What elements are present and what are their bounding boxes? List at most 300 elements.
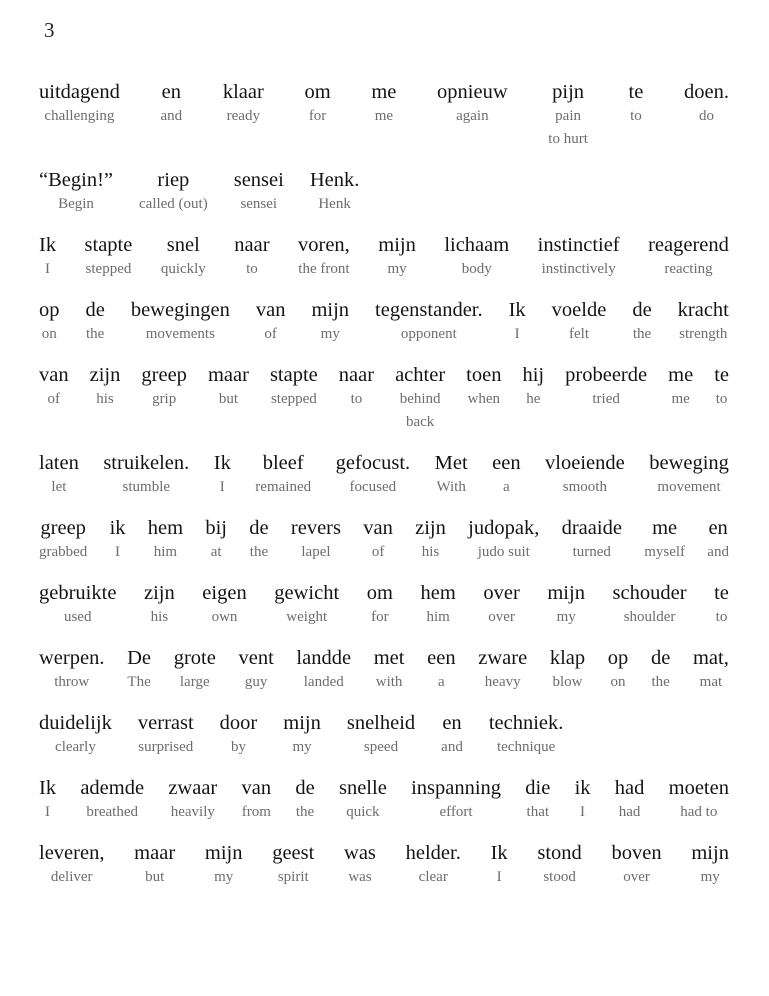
word-pair: [538, 233, 620, 281]
source-word: moeten: [668, 777, 729, 799]
word-pair: [371, 80, 396, 128]
gloss-word: on: [610, 674, 626, 690]
gloss-word: deliver: [50, 869, 93, 885]
word-pair: [367, 581, 393, 629]
gloss-word: him: [153, 544, 178, 560]
gloss-word: surprised: [138, 739, 194, 755]
word-pair: [651, 646, 670, 694]
gloss-line: [39, 80, 729, 151]
source-word: van: [39, 364, 69, 386]
source-word: mat,: [692, 647, 729, 669]
source-word: draaide: [561, 517, 622, 539]
word-pair: [39, 776, 56, 824]
source-word: “Begin!”: [39, 169, 113, 191]
word-pair: [466, 363, 501, 411]
gloss-word: landed: [303, 674, 344, 690]
word-pair: [141, 363, 187, 411]
source-word: hem: [147, 517, 184, 539]
word-pair: [492, 451, 520, 499]
source-word: die: [525, 777, 551, 799]
word-pair: [415, 516, 446, 564]
word-pair: [395, 363, 445, 434]
source-word: te: [714, 364, 729, 386]
word-pair: [39, 80, 120, 128]
source-word: greep: [141, 364, 187, 386]
word-pair: [522, 363, 544, 411]
gloss-word: the: [295, 804, 315, 820]
gloss-word: of: [264, 326, 277, 342]
source-word: me: [652, 517, 678, 539]
source-word: maar: [134, 842, 176, 864]
gloss-word: movement: [657, 479, 721, 495]
word-pair: [283, 711, 321, 759]
gloss-word: was: [348, 869, 372, 885]
source-word: stond: [537, 842, 582, 864]
gloss-word: that: [526, 804, 550, 820]
word-pair: [270, 363, 318, 411]
source-word: bij: [205, 517, 228, 539]
word-pair: [138, 711, 194, 759]
source-word: klaar: [222, 81, 264, 103]
word-pair: [256, 298, 286, 346]
word-pair: [291, 516, 341, 564]
gloss-word: body: [461, 261, 492, 277]
source-word: de: [295, 777, 315, 799]
word-pair: [612, 841, 662, 889]
gloss-word: I: [115, 544, 121, 560]
gloss-word: myself: [644, 544, 686, 560]
word-pair: [347, 711, 415, 759]
gloss-word: a: [438, 674, 445, 690]
source-word: bleef: [262, 452, 304, 474]
gloss-word-secondary: to hurt: [548, 131, 588, 147]
source-word: mijn: [547, 582, 585, 604]
word-pair: [234, 168, 284, 216]
gloss-word: Begin: [58, 196, 94, 212]
word-pair: [562, 516, 622, 564]
word-pair: [249, 516, 268, 564]
word-pair: [441, 711, 463, 759]
gloss-word: smooth: [562, 479, 607, 495]
gloss-word: to: [246, 261, 258, 277]
gloss-word: opponent: [400, 326, 457, 342]
word-pair: [615, 776, 645, 824]
gloss-word: remained: [255, 479, 312, 495]
source-word: de: [85, 299, 105, 321]
gloss-line: [39, 646, 729, 694]
gloss-word: when: [467, 391, 501, 407]
word-pair: [148, 516, 183, 564]
source-word: Ik: [39, 777, 57, 799]
source-word: hij: [522, 364, 545, 386]
gloss-line: [39, 776, 729, 824]
word-pair: [90, 363, 121, 411]
source-word: landde: [296, 647, 352, 669]
source-word: schouder: [612, 582, 687, 604]
source-word: snelheid: [346, 712, 416, 734]
source-word: Ik: [213, 452, 231, 474]
source-word: geest: [272, 842, 315, 864]
word-pair: [85, 298, 104, 346]
gloss-word: blow: [552, 674, 583, 690]
gloss-word: heavy: [484, 674, 521, 690]
word-pair: [693, 646, 729, 694]
source-word: vloeiende: [545, 452, 625, 474]
source-word: grote: [173, 647, 216, 669]
source-word: van: [363, 517, 393, 539]
word-pair: [489, 711, 564, 759]
source-word: de: [632, 299, 652, 321]
source-word: zijn: [415, 517, 446, 539]
word-pair: [691, 841, 729, 889]
gloss-word: grabbed: [39, 544, 88, 560]
gloss-word: strength: [679, 326, 728, 342]
gloss-word: tried: [592, 391, 620, 407]
word-pair: [134, 841, 175, 889]
word-pair: [39, 363, 69, 411]
gloss-word: stumble: [122, 479, 171, 495]
gloss-word: I: [580, 804, 586, 820]
gloss-word: from: [241, 804, 271, 820]
gloss-word: ready: [226, 108, 260, 124]
word-pair: [80, 776, 144, 824]
word-pair: [444, 233, 509, 281]
gloss-word: let: [51, 479, 67, 495]
gloss-word: judo suit: [477, 544, 530, 560]
word-pair: [214, 451, 231, 499]
source-word: zijn: [143, 582, 175, 604]
gloss-line: [39, 841, 729, 889]
gloss-line: [39, 363, 729, 434]
word-pair: [144, 581, 175, 629]
gloss-word: do: [698, 108, 714, 124]
source-word: stapte: [84, 234, 133, 256]
gloss-line: [39, 581, 729, 629]
gloss-line: [39, 451, 729, 499]
source-word: judopak,: [468, 517, 540, 539]
gloss-word: movements: [145, 326, 215, 342]
word-pair: [168, 776, 217, 824]
word-pair: [509, 298, 526, 346]
gloss-word: reacting: [664, 261, 713, 277]
source-word: tegenstander.: [375, 299, 483, 321]
gloss-word: his: [150, 609, 169, 625]
word-pair: [274, 581, 339, 629]
source-word: lichaam: [444, 234, 510, 256]
gloss-line: [39, 233, 729, 281]
gloss-word: lapel: [301, 544, 331, 560]
word-pair: [339, 776, 387, 824]
word-pair: [161, 80, 183, 128]
source-word: en: [708, 517, 728, 539]
word-pair: [684, 80, 729, 128]
word-pair: [608, 646, 629, 694]
gloss-word: the: [86, 326, 105, 342]
source-word: zijn: [89, 364, 121, 386]
word-pair: [336, 451, 411, 499]
gloss-word: I: [45, 261, 51, 277]
source-word: bewegingen: [130, 299, 230, 321]
gloss-line: [39, 516, 729, 564]
source-word: mijn: [311, 299, 350, 321]
word-pair: [649, 451, 729, 499]
word-pair: [39, 841, 104, 889]
source-word: over: [483, 582, 520, 604]
source-word: Met: [434, 452, 468, 474]
source-word: Ik: [39, 234, 57, 256]
source-word: een: [427, 647, 456, 669]
gloss-word: me: [671, 391, 690, 407]
word-pair: [437, 80, 508, 128]
gloss-word: again: [456, 108, 489, 124]
word-pair: [304, 80, 330, 128]
gloss-word: shoulder: [623, 609, 676, 625]
word-pair: [378, 233, 416, 281]
source-word: ademde: [80, 777, 145, 799]
word-pair: [110, 516, 126, 564]
source-word: zwaar: [168, 777, 218, 799]
gloss-word: quick: [346, 804, 380, 820]
word-pair: [668, 363, 693, 411]
gloss-word: I: [514, 326, 520, 342]
source-word: inspanning: [411, 777, 502, 799]
word-pair: [629, 80, 644, 128]
source-word: techniek.: [488, 712, 564, 734]
gloss-line: [39, 711, 729, 759]
gloss-word: his: [96, 391, 114, 407]
source-word: reagerend: [648, 234, 729, 256]
gloss-word: had: [618, 804, 641, 820]
gloss-word: instinctively: [541, 261, 616, 277]
word-pair: [375, 298, 483, 346]
word-pair: [669, 776, 729, 824]
gloss-word: my: [700, 869, 720, 885]
gloss-word: to: [350, 391, 363, 407]
gloss-word: him: [426, 609, 450, 625]
source-word: mijn: [204, 842, 243, 864]
word-pair: [344, 841, 376, 889]
source-word: voren,: [298, 234, 350, 256]
word-pair: [295, 776, 314, 824]
gloss-word: speed: [363, 739, 399, 755]
source-word: een: [492, 452, 521, 474]
word-pair: [39, 233, 56, 281]
source-word: greep: [40, 517, 86, 539]
gloss-word: clearly: [55, 739, 96, 755]
word-pair: [421, 581, 456, 629]
source-word: instinctief: [537, 234, 620, 256]
gloss-word-secondary: back: [405, 414, 435, 430]
source-word: gewicht: [274, 582, 340, 604]
source-word: naar: [338, 364, 375, 386]
gloss-word: With: [436, 479, 466, 495]
source-word: doen.: [684, 81, 729, 103]
gloss-word: over: [623, 869, 650, 885]
source-word: snel: [166, 234, 200, 256]
gloss-word: stood: [543, 869, 576, 885]
gloss-word: a: [503, 479, 510, 495]
word-pair: [547, 581, 585, 629]
source-word: De: [127, 647, 152, 669]
gloss-word: used: [63, 609, 92, 625]
word-pair: [238, 646, 273, 694]
gloss-word: large: [179, 674, 210, 690]
word-pair: [139, 168, 208, 216]
source-word: Ik: [490, 842, 508, 864]
gloss-word: for: [371, 609, 389, 625]
source-word: toen: [466, 364, 502, 386]
word-pair: [537, 841, 581, 889]
word-pair: [242, 776, 272, 824]
gloss-word: The: [127, 674, 151, 690]
gloss-word: felt: [569, 326, 589, 342]
word-pair: [223, 80, 264, 128]
word-pair: [550, 646, 585, 694]
gloss-word: effort: [439, 804, 473, 820]
gloss-word: my: [292, 739, 312, 755]
gloss-word: technique: [496, 739, 556, 755]
gloss-word: and: [707, 544, 729, 560]
word-pair: [39, 168, 113, 216]
word-pair: [714, 581, 729, 629]
source-word: leveren,: [39, 842, 105, 864]
word-pair: [131, 298, 230, 346]
source-word: opnieuw: [437, 81, 508, 103]
word-pair: [39, 581, 116, 629]
word-pair: [39, 451, 79, 499]
word-pair: [205, 841, 243, 889]
word-pair: [548, 80, 588, 151]
word-pair: [714, 363, 729, 411]
source-word: om: [304, 81, 331, 103]
gloss-word: my: [320, 326, 340, 342]
source-word: struikelen.: [103, 452, 190, 474]
source-word: uitdagend: [39, 81, 120, 103]
source-word: naar: [234, 234, 270, 256]
gloss-word: I: [219, 479, 225, 495]
word-pair: [374, 646, 405, 694]
source-word: zware: [478, 647, 528, 669]
source-word: door: [219, 712, 258, 734]
word-pair: [85, 233, 133, 281]
word-pair: [435, 451, 468, 499]
gloss-word: over: [488, 609, 515, 625]
gloss-word: guy: [244, 674, 268, 690]
gloss-word: me: [374, 108, 394, 124]
gloss-word: focused: [349, 479, 397, 495]
gloss-word: on: [41, 326, 57, 342]
word-pair: [632, 298, 651, 346]
word-pair: [613, 581, 687, 629]
source-word: gefocust.: [335, 452, 411, 474]
source-word: Ik: [508, 299, 526, 321]
gloss-word: mat: [699, 674, 723, 690]
gloss-word: at: [210, 544, 222, 560]
word-pair: [310, 168, 360, 216]
gloss-word: turned: [572, 544, 611, 560]
gloss-word: to: [630, 108, 642, 124]
source-word: stapte: [269, 364, 318, 386]
gloss-word: by: [230, 739, 246, 755]
word-pair: [478, 646, 527, 694]
gloss-word: clear: [418, 869, 448, 885]
word-pair: [525, 776, 550, 824]
page-number: 3: [44, 18, 55, 42]
source-word: mijn: [691, 842, 729, 864]
gloss-word: with: [375, 674, 403, 690]
word-pair: [427, 646, 455, 694]
word-pair: [255, 451, 311, 499]
source-word: voelde: [551, 299, 607, 321]
gloss-word: and: [160, 108, 183, 124]
source-word: met: [373, 647, 405, 669]
gloss-word: stepped: [85, 261, 132, 277]
gloss-word: and: [441, 739, 463, 755]
word-pair: [644, 516, 685, 564]
source-word: op: [607, 647, 629, 669]
word-pair: [411, 776, 501, 824]
source-word: Henk.: [309, 169, 360, 191]
source-word: van: [255, 299, 286, 321]
gloss-word: grip: [152, 391, 177, 407]
source-word: mijn: [378, 234, 416, 256]
source-word: om: [366, 582, 393, 604]
gloss-line: [39, 168, 729, 216]
gloss-word: called (out): [139, 196, 208, 212]
gloss-word: Henk: [318, 196, 351, 212]
gloss-word: his: [421, 544, 440, 560]
source-word: helder.: [405, 842, 461, 864]
source-word: had: [614, 777, 645, 799]
gloss-word: my: [214, 869, 234, 885]
word-pair: [468, 516, 539, 564]
gloss-word: own: [211, 609, 238, 625]
gloss-word: the: [249, 544, 269, 560]
source-word: gebruikte: [39, 582, 117, 604]
gloss-word: my: [387, 261, 407, 277]
gloss-word: heavily: [170, 804, 215, 820]
gloss-word: stepped: [270, 391, 317, 407]
source-word: verrast: [137, 712, 194, 734]
source-word: kracht: [677, 299, 729, 321]
word-pair: [39, 646, 104, 694]
source-word: de: [249, 517, 269, 539]
word-pair: [161, 233, 206, 281]
gloss-word: to: [715, 609, 728, 625]
word-pair: [234, 233, 269, 281]
gloss-word: behind: [399, 391, 441, 407]
word-pair: [575, 776, 591, 824]
word-pair: [483, 581, 519, 629]
source-word: ik: [574, 777, 591, 799]
source-word: vent: [238, 647, 274, 669]
gloss-word: to: [715, 391, 728, 407]
word-pair: [552, 298, 607, 346]
source-word: de: [650, 647, 671, 669]
word-pair: [678, 298, 729, 346]
gloss-word: the: [651, 674, 670, 690]
source-word: was: [344, 842, 376, 864]
gloss-word: challenging: [44, 108, 115, 124]
source-word: duidelijk: [39, 712, 112, 734]
word-pair: [127, 646, 151, 694]
gloss-word: sensei: [240, 196, 278, 212]
word-pair: [205, 516, 227, 564]
source-word: eigen: [202, 582, 247, 604]
word-pair: [174, 646, 216, 694]
gloss-word: spirit: [277, 869, 309, 885]
gloss-word: weight: [286, 609, 328, 625]
